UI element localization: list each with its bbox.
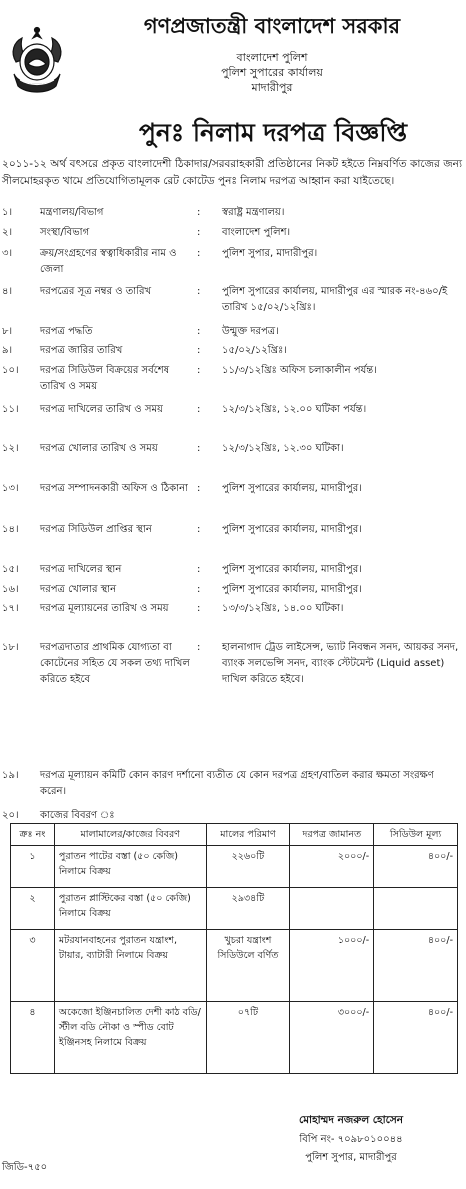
item-value: পুলিশ সুপারের কার্যালয়, মাদারীপুর।: [222, 483, 362, 494]
item-colon: :: [197, 345, 201, 356]
security-cell: [290, 888, 374, 930]
item-value: ১৫/০২/১২খ্রিঃ।: [222, 345, 287, 356]
government-title: গণপ্রজাতন্ত্রী বাংলাদেশ সরকার: [143, 14, 401, 38]
item-value: পুলিশ সুপারের কার্যালয়, মাদারীপুর।: [222, 564, 362, 575]
item-colon: :: [197, 365, 201, 376]
item-number: ১৪।: [2, 524, 19, 535]
item-colon: :: [197, 326, 201, 337]
price-cell: [374, 888, 458, 930]
column-header: মালামালের/কাজের বিবরণ: [54, 824, 206, 846]
item-colon: :: [197, 286, 201, 297]
item-number: ১০।: [2, 365, 19, 376]
item-colon: :: [197, 564, 201, 575]
item-value: দরপত্র মূল্যায়ন কমিটি কোন কারণ দর্শানো ব্যতীত যে কোন দরপত্র গ্রহণ/বাতিল করার ক্ষমতা সংরক্ষণ করেন।: [40, 770, 434, 797]
item-label: দরপত্র জারির তারিখ: [40, 345, 123, 356]
item-value: পুলিশ সুপারের কার্যালয়, মাদারীপুর।: [222, 584, 362, 595]
work-details-table: [10, 823, 458, 1074]
item-number: ৪।: [2, 286, 13, 297]
item-value: ১৩/৩/১২খ্রিঃ, ১৪.০০ ঘটিকা।: [222, 603, 344, 614]
item-number: ১৭।: [2, 603, 19, 614]
item-label: দরপত্রের সূত্র নম্বর ও তারিখ: [40, 286, 152, 297]
item-label: সংস্থা/বিভাগ: [40, 227, 90, 238]
quantity-cell: খুচরা যন্ত্রাংশ সিডিউলে বর্ণিত: [206, 930, 290, 1002]
item-number: ১৯।: [2, 770, 19, 781]
description-cell: অকেজো ইঞ্জিনচালিত দেশী কাঠ বডি/স্টীল বডি নৌকা ও স্পীড বোট ইঞ্জিনসহ নিলামে বিক্রয়: [54, 1002, 206, 1074]
table-row: [11, 930, 458, 1002]
item-label: দরপত্র দাখিলের স্থান: [40, 564, 122, 575]
item-number: ৮।: [2, 326, 13, 337]
item-number: ২।: [2, 227, 13, 238]
bangladesh-police-logo: [6, 24, 68, 96]
item-value: বাংলাদেশ পুলিশ।: [222, 227, 291, 238]
security-cell: ৩০০০/-: [290, 1002, 374, 1074]
price-cell: ৪০০/-: [374, 1002, 458, 1074]
item-number: ১৫।: [2, 564, 19, 575]
location-line: মাদারীপুর: [251, 81, 293, 94]
item-colon: :: [197, 524, 201, 535]
description-cell: পুরাতন প্লাস্টিকের বস্তা (৫০ কেজি) নিলামে বিক্রয়: [54, 888, 206, 930]
column-header: দরপত্র জামানত: [290, 824, 374, 846]
item-value: ১১/৩/১২খ্রিঃ অফিস চলাকালীন পর্যন্ত।: [222, 365, 377, 376]
quantity-cell: ২২৬০টি: [206, 846, 290, 888]
item-number: ৩।: [2, 248, 13, 259]
security-cell: ২০০০/-: [290, 846, 374, 888]
department-line: বাংলাদেশ পুলিশ: [236, 51, 308, 64]
column-header: সিডিউল মূল্য: [374, 824, 458, 846]
item-value: ১২/৩/১২খ্রিঃ, ১২.০০ ঘটিকা পর্যন্ত।: [222, 404, 367, 415]
item-colon: :: [197, 642, 201, 653]
serial-cell: ৩: [11, 930, 55, 1002]
office-line: পুলিশ সুপারের কার্যালয়: [221, 66, 323, 79]
item-colon: :: [197, 483, 201, 494]
item-colon: :: [197, 443, 201, 454]
item-value: উন্মুক্ত দরপত্র।: [222, 326, 279, 337]
description-cell: পুরাতন পাটের বস্তা (৫০ কেজি) নিলামে বিক্রয়: [54, 846, 206, 888]
item-colon: :: [197, 404, 201, 415]
column-header: ক্রঃ নং: [11, 824, 55, 846]
item-number: ২০।: [2, 810, 19, 821]
item-label: দরপত্র সম্পাদনকারী অফিস ও ঠিকানা: [40, 483, 188, 494]
item-label: দরপত্র মূল্যায়নের তারিখ ও সময়: [40, 603, 169, 614]
item-value: ১২/৩/১২খ্রিঃ, ১২.৩০ ঘটিকা।: [222, 443, 344, 454]
item-colon: :: [197, 584, 201, 595]
item-number: ১২।: [2, 443, 19, 454]
item-label: দরপত্র সিডিউল প্রাপ্তির স্থান: [40, 524, 152, 535]
price-cell: ৪০০/-: [374, 846, 458, 888]
table-row: [11, 1002, 458, 1074]
quantity-cell: ২৯৩৪টি: [206, 888, 290, 930]
item-label: ক্রয়/সংগ্রহণের স্বত্বাধিকারীর নাম ও জেলা: [40, 248, 177, 275]
table-row: [11, 846, 458, 888]
item-number: ৯।: [2, 345, 13, 356]
item-number: ১৮।: [2, 642, 19, 653]
item-label: দরপত্র পদ্ধতি: [40, 326, 93, 337]
item-number: ১৩।: [2, 483, 19, 494]
item-value: হালনাগাদ ট্রেড লাইসেন্স, ভ্যাট নিবন্ধন সনদ, আয়কর সনদ, ব্যাংক সলভেন্সি সনদ, ব্যাংক স্টেটমেন্ট (Liquid asset) দাখিল করিতে হইবে।: [222, 642, 459, 685]
column-header: মালের পরিমাণ: [206, 824, 290, 846]
item-value: পুলিশ সুপার, মাদারীপুর।: [222, 248, 318, 259]
item-number: ১৬।: [2, 584, 19, 595]
item-label: দরপত্র সিডিউল বিক্রয়ের সর্বশেষ তারিখ ও সময়: [40, 365, 170, 392]
item-label: দরপত্রদাতার প্রাথমিক যোগ্যতা বা কোটেনের সহিত যে সকল তথ্য দাখিল করিতে হইবে: [40, 642, 190, 685]
signatory-designation: পুলিশ সুপার, মাদারীপুর: [305, 1152, 397, 1163]
item-number: ১।: [2, 207, 13, 218]
reference-code: জিডি-৭৫০: [2, 1162, 48, 1173]
table-row: [11, 888, 458, 930]
item-colon: :: [197, 207, 201, 218]
item-colon: :: [197, 603, 201, 614]
signatory-bp-number: বিপি নং- ৭০৯৮০১০০৪৪: [299, 1134, 403, 1145]
item-label: মন্ত্রণালয়/বিভাগ: [40, 207, 104, 218]
table-header-row: [11, 824, 458, 846]
serial-cell: ৪: [11, 1002, 55, 1074]
item-label: দরপত্র খোলার তারিখ ও সময়: [40, 443, 158, 454]
serial-cell: ১: [11, 846, 55, 888]
item-value: পুলিশ সুপারের কার্যালয়, মাদারীপুর এর স্মারক নং-৪৬০/ই তারিখ ১৫/০২/১২খ্রিঃ।: [222, 286, 448, 313]
notice-title: পুনঃ নিলাম দরপত্র বিজ্ঞপ্তি: [138, 118, 408, 147]
security-cell: ১০০০/-: [290, 930, 374, 1002]
quantity-cell: ০৭টি: [206, 1002, 290, 1074]
item-number: ১১।: [2, 404, 19, 415]
description-cell: মটরযানবাহনের পুরাতন যন্ত্রাংশ, টায়ার, ব্যাটারী নিলামে বিক্রয়: [54, 930, 206, 1002]
price-cell: ৪০০/-: [374, 930, 458, 1002]
item-colon: :: [197, 227, 201, 238]
serial-cell: ২: [11, 888, 55, 930]
signatory-name: মোহাম্মদ নজরুল হোসেন: [298, 1114, 404, 1126]
item-value: স্বরাষ্ট্র মন্ত্রণালয়।: [222, 207, 285, 218]
item-label: কাজের বিবরণ ঃ: [40, 810, 115, 821]
item-label: দরপত্র খোলার স্থান: [40, 584, 117, 595]
item-colon: :: [197, 248, 201, 259]
item-label: দরপত্র দাখিলের তারিখ ও সময়: [40, 404, 163, 415]
intro-paragraph: ২০১১-১২ অর্থ বৎসরে প্রকৃত বাংলাদেশী ঠিকাদার/সরবরাহকারী প্রতিষ্ঠানের নিকট হইতে নিম্নবর্ণিত কাজের জন্য সীলমোহরকৃত খামে প্রতিযোগিতামূলক রেট কোটেড পুনঃ নিলাম দরপত্র আহ্বান করা যাইতেছে।: [2, 158, 462, 187]
item-value: পুলিশ সুপারের কার্যালয়, মাদারীপুর।: [222, 524, 362, 535]
